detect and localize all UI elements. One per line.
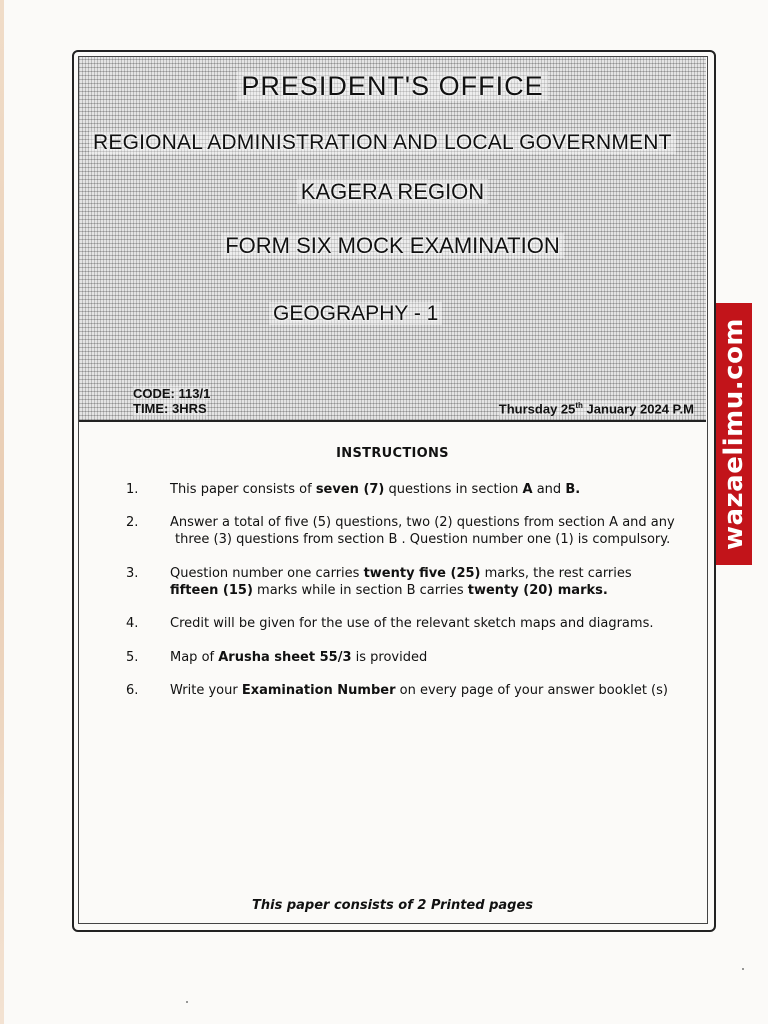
office-title: PRESIDENT'S OFFICE [79, 71, 706, 102]
page-count-note: This paper consists of 2 Printed pages [251, 898, 534, 913]
exam-duration: TIME: 3HRS [133, 401, 207, 416]
ministry-title: REGIONAL ADMINISTRATION AND LOCAL GOVERNMENT [79, 131, 706, 155]
exam-header [79, 57, 706, 420]
scan-speck [186, 1001, 188, 1003]
site-watermark: wazaelimu.com [716, 303, 752, 565]
instructions-heading: INSTRUCTIONS [336, 446, 449, 461]
exam-date: Thursday 25th January 2024 P.M [498, 401, 694, 417]
region-title: KAGERA REGION [79, 179, 706, 205]
exam-title: FORM SIX MOCK EXAMINATION [79, 233, 706, 259]
scan-speck [742, 968, 744, 970]
page-edge-shadow [0, 0, 4, 1024]
paper-code: CODE: 113/1 [133, 386, 211, 401]
header-divider [79, 420, 706, 422]
subject-title: GEOGRAPHY - 1 [269, 302, 469, 326]
